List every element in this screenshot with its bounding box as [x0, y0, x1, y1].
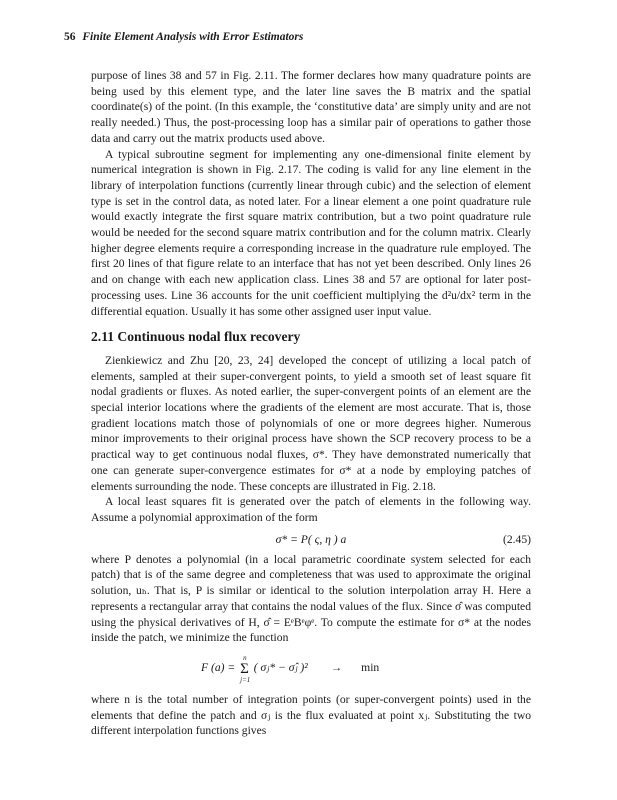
arrow-icon: → — [330, 660, 343, 674]
equation-lhs: F (a) = — [201, 660, 236, 674]
paragraph-4: A local least squares fit is generated over the patch of elements in the following way. Assume a polynomial approximation of the form — [91, 495, 531, 524]
equation-rhs: min — [361, 660, 380, 674]
body-text — [91, 68, 531, 739]
running-header — [64, 31, 303, 43]
paragraph-2: A typical subroutine segment for implementing any one-dimensional finite element by numerical integration is shown in Fig. 2.17. The coding is valid for any line element in the library of interpolation functions (currently linear through cubic) and the selection of element type is set in the control data, as noted later. For a linear element a one point quadrature rule would exactly integrate the first square matrix contribution, but a two point quadrature rule would be needed for the second square matrix contribution and for the column matrix. Clearly higher degree elements require a corresponding increase in the quadrature rule employed. The first 20 lines of that figure relate to an interface that has not yet been described. Only lines 26 and on change with each new application class. Lines 38 and 57 are optional for later post-processing uses. Line 36 accounts for the unit coefficient multiplying the d²u/dx² term in the differential equation. Usually it has some other assigned user input value. — [91, 147, 531, 318]
paragraph-6: where n is the total number of integration points (or super-convergent points) used in the elements that define the patch and σⱼ is the flux evaluated at point xⱼ. Substituting the two different interpolation functions gives — [91, 692, 531, 738]
paragraph-1: purpose of lines 38 and 57 in Fig. 2.11. The former declares how many quadrature points are being used by this element type, and the later line saves the B matrix and the spatial coordinate(s) of the point. (In this example, the ‘constitutive data’ are simply unity and are not really needed.) Thus, the post-processing loop has a similar pair of operations to gather those data and carry out the matrix products used above. — [91, 69, 531, 145]
equation-expression-2 — [201, 653, 380, 684]
equation-minimization — [91, 650, 531, 686]
running-title: Finite Element Analysis with Error Estimators — [82, 31, 304, 43]
equation-term: ( σⱼ* − σ̂ⱼ )² — [253, 660, 308, 674]
paragraph-5: where P denotes a polynomial (in a local parametric coordinate system selected for each patch) that is of the same degree and completeness that was used to approximate the original solution, uₕ. That is, P is similar or identical to the solution interpolation array H. Here a represents a rectangular array that contains the nodal values of the flux. Since σ̂ was computed using the physical derivatives of H, σ̂ = EᵉBᵉφᵉ. To compute the estimate for σ* at the nodes inside the patch, we minimize the function — [91, 552, 531, 645]
sum-upper-limit: n — [243, 653, 247, 662]
equation-number: (2.45) — [502, 532, 531, 546]
equation-expression: σ* = P( ς, η ) a — [275, 532, 347, 546]
page-number: 56 — [64, 31, 76, 43]
equation-2-45 — [91, 530, 531, 550]
section-heading: 2.11 Continuous nodal flux recovery — [91, 329, 301, 345]
paragraph-3: Zienkiewicz and Zhu [20, 23, 24] developed the concept of utilizing a local patch of elements, sampled at their super-convergent points, to yield a smooth set of least square fit nodal gradients or fluxes. As noted earlier, the super-convergent points of an element are the special interior locations where the gradients of the element are most accurate. That is, those gradient locations match those of polynomials of one or more degrees higher. Numerous minor improvements to their original process have shown the SCP recovery process to be a practical way to get continuous nodal fluxes, σ*. They have demonstrated numerically that one can generate super-convergence estimates for σ* at a node by employing patches of elements surrounding the node. These concepts are illustrated in Fig. 2.18. — [91, 353, 531, 493]
sum-lower-limit: j=1 — [240, 675, 251, 684]
summation-symbol: Σ n j=1 — [240, 662, 249, 678]
